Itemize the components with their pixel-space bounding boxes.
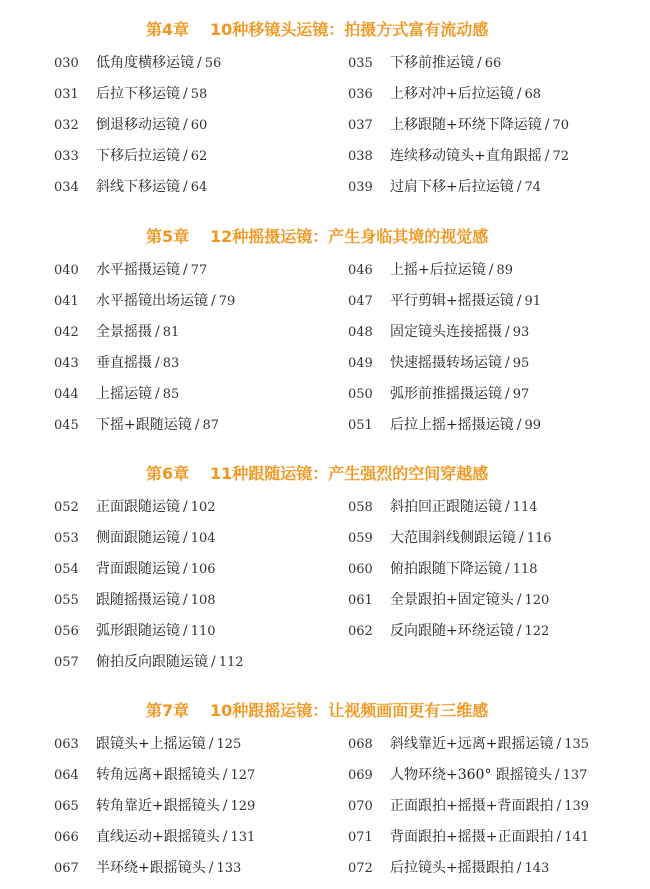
entry-page: 104	[190, 531, 216, 546]
chapter-heading	[0, 18, 650, 42]
page-separator: /	[183, 499, 188, 515]
entry-code: 056	[54, 624, 79, 639]
toc-entry[interactable]	[348, 733, 589, 755]
entry-title: 侧面跟随运镜	[96, 530, 180, 546]
page-separator: /	[183, 148, 188, 164]
entry-title: 后拉上摇+摇摄运镜	[390, 417, 514, 433]
toc-entry[interactable]	[54, 496, 216, 518]
page-separator: /	[516, 293, 522, 309]
page-separator: /	[516, 417, 522, 433]
entry-code: 067	[54, 861, 79, 876]
entry-code: 043	[54, 356, 79, 371]
entry-page: 79	[218, 294, 236, 309]
page-separator: /	[183, 561, 188, 577]
entry-code: 030	[54, 56, 79, 71]
entry-title: 斜线靠近+远离+跟摇运镜	[390, 736, 554, 752]
entry-code: 035	[348, 56, 373, 71]
entry-page: 58	[190, 87, 208, 102]
entry-page: 135	[564, 737, 590, 752]
entry-title: 垂直摇摄	[96, 355, 152, 371]
entry-page: 120	[524, 593, 550, 608]
entry-code: 044	[54, 387, 79, 402]
toc-entry[interactable]	[54, 651, 244, 673]
entry-page: 89	[496, 263, 513, 278]
toc-entry[interactable]	[348, 114, 569, 136]
entry-page: 116	[526, 531, 552, 546]
entry-code: 061	[348, 593, 373, 608]
entry-title: 下移后拉运镜	[96, 148, 180, 164]
toc-entry[interactable]	[54, 826, 255, 848]
toc-entry[interactable]	[54, 414, 219, 436]
entry-code: 065	[54, 799, 79, 814]
entry-code: 038	[348, 149, 373, 164]
page-separator: /	[505, 386, 510, 402]
toc-entry[interactable]	[54, 764, 255, 786]
entry-title: 全景跟拍+固定镜头	[390, 592, 514, 608]
entry-page: 106	[190, 562, 216, 577]
entry-code: 066	[54, 830, 79, 845]
entry-page: 131	[230, 830, 256, 845]
page-separator: /	[222, 798, 228, 814]
entry-code: 060	[348, 562, 373, 577]
entry-title: 弧形前推摇摄运镜	[390, 386, 502, 402]
entry-page: 83	[162, 356, 180, 371]
page-separator: /	[194, 417, 200, 433]
entry-page: 60	[190, 118, 208, 133]
entry-page: 70	[552, 118, 569, 133]
toc-entry[interactable]	[54, 620, 216, 642]
entry-title: 快速摇摄转场运镜	[390, 355, 502, 371]
toc-entry[interactable]	[54, 83, 207, 105]
page-separator: /	[155, 324, 160, 340]
chapter-number: 第7章	[146, 701, 190, 720]
entry-title: 下移前推运镜	[390, 55, 474, 71]
entry-page: 127	[230, 768, 256, 783]
toc-entry[interactable]	[54, 352, 179, 374]
entry-page: 97	[512, 387, 530, 402]
entry-title: 跟随摇摄运镜	[96, 592, 180, 608]
entry-page: 95	[512, 356, 530, 371]
entry-title: 固定镜头连接摇摄	[390, 324, 502, 340]
entry-code: 037	[348, 118, 373, 133]
entry-code: 058	[348, 500, 373, 515]
entry-title: 反向跟随+环绕运镜	[390, 623, 514, 639]
entry-code: 033	[54, 149, 79, 164]
entry-page: 129	[230, 799, 256, 814]
chapter-6	[0, 462, 650, 670]
entry-page: 77	[190, 263, 208, 278]
entry-code: 032	[54, 118, 79, 133]
entry-title: 直线运动+跟摇镜头	[96, 829, 220, 845]
chapter-title: 10种跟摇运镜：让视频画面更有三维感	[210, 701, 489, 720]
page-separator: /	[544, 148, 550, 164]
toc-entry[interactable]	[54, 176, 207, 198]
page-separator: /	[183, 86, 188, 102]
entry-code: 036	[348, 87, 373, 102]
entry-page: 56	[204, 56, 222, 71]
chapter-5	[0, 225, 650, 433]
entry-page: 72	[552, 149, 569, 164]
entry-code: 048	[348, 325, 373, 340]
entry-title: 大范围斜线侧跟运镜	[390, 530, 516, 546]
entry-title: 水平摇摄运镜	[96, 262, 180, 278]
page-separator: /	[211, 293, 216, 309]
toc-entry[interactable]	[54, 527, 216, 549]
entry-code: 039	[348, 180, 373, 195]
entry-page: 108	[190, 593, 216, 608]
entry-page: 62	[190, 149, 208, 164]
page-separator: /	[183, 592, 188, 608]
page-separator: /	[556, 736, 562, 752]
chapter-heading	[0, 462, 650, 486]
page-separator: /	[208, 860, 214, 876]
entry-page: 81	[162, 325, 180, 340]
page-separator: /	[211, 654, 216, 670]
entry-title: 跟镜头+上摇运镜	[96, 736, 206, 752]
entry-title: 后拉下移运镜	[96, 86, 180, 102]
entry-code: 051	[348, 418, 373, 433]
page-separator: /	[183, 117, 188, 133]
page-separator: /	[516, 592, 522, 608]
toc-entry[interactable]	[348, 496, 538, 518]
entry-code: 034	[54, 180, 79, 195]
page-separator: /	[505, 355, 510, 371]
entry-title: 俯拍跟随下降运镜	[390, 561, 502, 577]
entry-page: 87	[202, 418, 219, 433]
page-separator: /	[155, 386, 160, 402]
page-separator: /	[516, 179, 522, 195]
toc-entry[interactable]	[54, 589, 216, 611]
toc-entry[interactable]	[348, 383, 529, 405]
toc-entry[interactable]	[348, 321, 529, 343]
toc-entry[interactable]	[54, 114, 207, 136]
entry-code: 049	[348, 356, 373, 371]
page-separator: /	[183, 179, 188, 195]
toc-entry[interactable]	[54, 383, 179, 405]
toc-entry[interactable]	[348, 145, 569, 167]
entry-title: 水平摇镜出场运镜	[96, 293, 208, 309]
entry-page: 99	[524, 418, 541, 433]
entry-code: 052	[54, 500, 79, 515]
chapter-heading	[0, 225, 650, 249]
entry-page: 64	[190, 180, 208, 195]
page-separator: /	[477, 55, 482, 71]
page-separator: /	[183, 530, 188, 546]
toc-entry[interactable]	[54, 733, 241, 755]
toc-entry[interactable]	[54, 290, 235, 312]
entry-page: 133	[216, 861, 242, 876]
entry-code: 046	[348, 263, 373, 278]
toc-entry[interactable]	[348, 795, 589, 817]
entry-title: 斜拍回正跟随运镜	[390, 499, 502, 515]
entry-code: 053	[54, 531, 79, 546]
page-separator: /	[208, 736, 214, 752]
entry-title: 倒退移动运镜	[96, 117, 180, 133]
page-separator: /	[516, 623, 522, 639]
entry-title: 背面跟随运镜	[96, 561, 180, 577]
entry-code: 041	[54, 294, 79, 309]
entry-page: 118	[512, 562, 538, 577]
toc-entry[interactable]	[348, 352, 529, 374]
page-separator: /	[505, 561, 510, 577]
entry-title: 俯拍反向跟随运镜	[96, 654, 208, 670]
page-separator: /	[544, 117, 550, 133]
chapter-7	[0, 699, 650, 876]
toc-entry[interactable]	[348, 589, 549, 611]
page-separator: /	[554, 767, 560, 783]
entry-page: 85	[162, 387, 180, 402]
entry-page: 102	[190, 500, 216, 515]
entry-page: 114	[512, 500, 538, 515]
page-separator: /	[516, 86, 522, 102]
entry-code: 069	[348, 768, 373, 783]
entry-title: 转角远离+跟摇镜头	[96, 767, 220, 783]
toc-entry[interactable]	[348, 259, 513, 281]
entry-code: 072	[348, 861, 373, 876]
entry-page: 122	[524, 624, 550, 639]
page-separator: /	[556, 798, 562, 814]
entry-code: 055	[54, 593, 79, 608]
entry-title: 转角靠近+跟摇镜头	[96, 798, 220, 814]
entry-title: 半环绕+跟摇镜头	[96, 860, 206, 876]
toc-entry[interactable]	[54, 145, 207, 167]
toc-entry[interactable]	[54, 321, 179, 343]
page-separator: /	[222, 767, 228, 783]
chapter-4	[0, 18, 650, 195]
entry-title: 正面跟拍+摇摄+背面跟拍	[390, 798, 554, 814]
entry-page: 137	[562, 768, 588, 783]
toc-entry[interactable]	[348, 620, 549, 642]
chapter-title: 12种摇摄运镜：产生身临其境的视觉感	[210, 227, 489, 246]
page-separator: /	[505, 499, 510, 515]
chapter-number: 第5章	[146, 227, 190, 246]
entry-title: 下摇+跟随运镜	[96, 417, 192, 433]
entry-code: 045	[54, 418, 79, 433]
toc-entry[interactable]	[348, 176, 541, 198]
entry-code: 070	[348, 799, 373, 814]
entry-code: 054	[54, 562, 79, 577]
page-separator: /	[516, 860, 522, 876]
entry-page: 110	[190, 624, 216, 639]
toc-entry[interactable]	[348, 764, 587, 786]
entry-page: 139	[564, 799, 590, 814]
entry-page: 141	[564, 830, 590, 845]
toc-entry[interactable]	[54, 52, 221, 74]
toc-entry[interactable]	[54, 857, 241, 879]
page-separator: /	[197, 55, 202, 71]
entry-code: 042	[54, 325, 79, 340]
chapter-title: 11种跟随运镜：产生强烈的空间穿越感	[210, 464, 489, 483]
toc-entry[interactable]	[54, 558, 216, 580]
chapter-number: 第4章	[146, 20, 190, 39]
entry-code: 050	[348, 387, 373, 402]
entry-title: 连续移动镜头+直角跟摇	[390, 148, 542, 164]
page-separator: /	[183, 262, 188, 278]
entry-page: 93	[512, 325, 530, 340]
page-separator: /	[183, 623, 188, 639]
toc-entry[interactable]	[348, 414, 541, 436]
entry-title: 低角度横移运镜	[96, 55, 194, 71]
chapter-title: 10种移镜头运镜：拍摄方式富有流动感	[210, 20, 489, 39]
entry-title: 过肩下移+后拉运镜	[390, 179, 514, 195]
entry-code: 068	[348, 737, 373, 752]
entry-title: 人物环绕+360° 跟摇镜头	[390, 767, 552, 783]
toc-entry[interactable]	[348, 52, 501, 74]
page-separator: /	[488, 262, 494, 278]
entry-title: 背面跟拍+摇摄+正面跟拍	[390, 829, 554, 845]
page-separator: /	[222, 829, 228, 845]
entry-code: 059	[348, 531, 373, 546]
toc-entry[interactable]	[348, 857, 549, 879]
entry-title: 后拉镜头+摇摄跟拍	[390, 860, 514, 876]
page-separator: /	[155, 355, 160, 371]
toc-entry[interactable]	[348, 83, 541, 105]
entry-code: 064	[54, 768, 79, 783]
entry-page: 66	[484, 56, 502, 71]
entry-code: 062	[348, 624, 373, 639]
entry-title: 正面跟随运镜	[96, 499, 180, 515]
entry-title: 斜线下移运镜	[96, 179, 180, 195]
entry-code: 031	[54, 87, 79, 102]
chapter-heading	[0, 699, 650, 723]
toc-entry[interactable]	[54, 259, 207, 281]
toc-entry[interactable]	[348, 527, 552, 549]
entry-title: 上移跟随+环绕下降运镜	[390, 117, 542, 133]
toc-entry[interactable]	[348, 826, 589, 848]
entry-page: 91	[524, 294, 541, 309]
entry-page: 68	[524, 87, 541, 102]
entry-page: 143	[524, 861, 550, 876]
entry-title: 全景摇摄	[96, 324, 152, 340]
toc-entry[interactable]	[348, 290, 541, 312]
page-separator: /	[505, 324, 510, 340]
chapter-number: 第6章	[146, 464, 190, 483]
entry-code: 057	[54, 655, 79, 670]
entry-code: 040	[54, 263, 79, 278]
toc-entry[interactable]	[54, 795, 255, 817]
entry-code: 071	[348, 830, 373, 845]
entry-title: 上摇+后拉运镜	[390, 262, 486, 278]
entry-title: 平行剪辑+摇摄运镜	[390, 293, 514, 309]
entry-page: 125	[216, 737, 242, 752]
toc-entry[interactable]	[348, 558, 538, 580]
entry-title: 上摇运镜	[96, 386, 152, 402]
entry-code: 047	[348, 294, 373, 309]
entry-title: 上移对冲+后拉运镜	[390, 86, 514, 102]
entry-page: 74	[524, 180, 541, 195]
entry-page: 112	[218, 655, 244, 670]
entry-title: 弧形跟随运镜	[96, 623, 180, 639]
entry-code: 063	[54, 737, 79, 752]
page-separator: /	[556, 829, 562, 845]
page-separator: /	[519, 530, 524, 546]
